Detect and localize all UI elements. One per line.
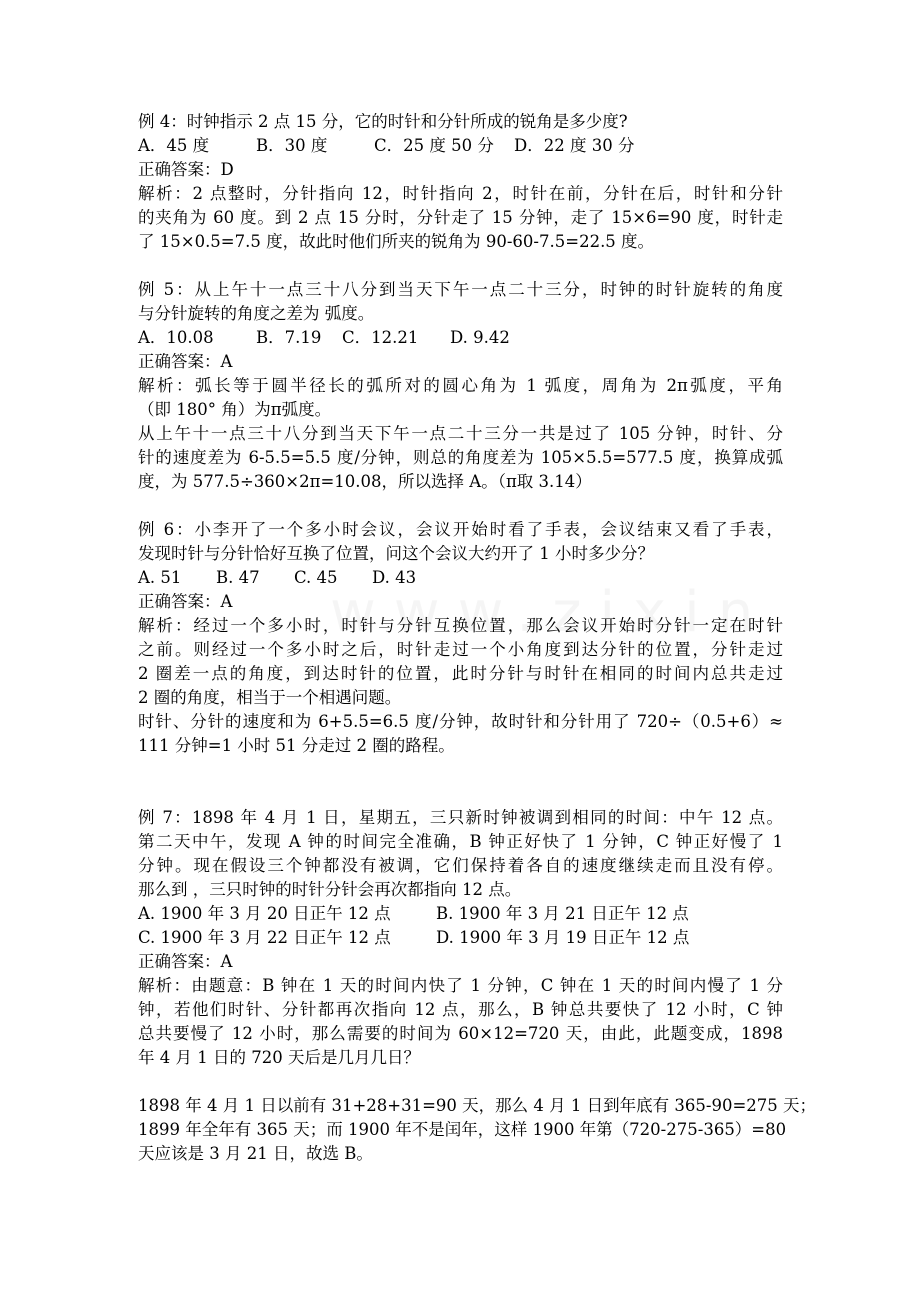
analysis-line: 解析：经过一个多小时，时针与分针互换位置，那么会议开始时分针一定在时针 (138, 616, 783, 635)
analysis-line: 之前。则经过一个多小时之后，时针走过一个小角度到达分针的位置，分针走过 (138, 640, 783, 659)
question-line: 那么到 ，三只时钟的时针分针会再次都指向 12 点。 (138, 880, 522, 899)
option-d: D. 9.42 (450, 328, 510, 347)
option-c: C．12.21 (342, 328, 419, 347)
analysis-line: 2 圈差一点的角度，到达时针的位置，此时分针与时针在相同的时间内总共走过 (138, 664, 783, 683)
option-d: D. 1900 年 3 月 19 日正午 12 点 (436, 928, 690, 947)
answer-line: 正确答案：D (138, 160, 234, 179)
option-d: D．22 度 30 分 (514, 136, 635, 155)
question-line: 例 6：小李开了一个多小时会议，会议开始时看了手表，会议结束又看了手表， (138, 520, 783, 539)
analysis-line: 1899 年全年有 365 天；而 1900 年不是闰年，这样 1900 年第（720-275-365）=80 (138, 1120, 787, 1139)
answer-line: 正确答案：A (138, 592, 233, 611)
analysis-line: 天应该是 3 月 21 日，故选 B。 (138, 1144, 373, 1163)
analysis-line: 度，为 577.5÷360×2π=10.08，所以选择 A。（π取 3.14） (138, 472, 592, 491)
analysis-line: 解析：2 点整时，分针指向 12，时针指向 2，时针在前，分针在后，时针和分针 (138, 184, 783, 203)
analysis-line: 的夹角为 60 度。到 2 点 15 分时，分针走了 15 分钟，走了 15×6=90 度，时针走 (138, 208, 783, 227)
question-line: 第二天中午，发现 A 钟的时间完全准确，B 钟正好快了 1 分钟，C 钟正好慢了 1 (138, 832, 783, 851)
example-7 (138, 806, 817, 1166)
analysis-line: 针的速度差为 6-5.5=5.5 度/分钟，则总的角度差为 105×5.5=577.5 度，换算成弧 (138, 448, 783, 467)
example-6 (138, 518, 783, 758)
analysis-line: 解析：弧长等于圆半径长的弧所对的圆心角为 1 弧度，周角为 2π弧度，平角 (138, 376, 783, 395)
analysis-line: 钟，若他们时针、分针都再次指向 12 点，那么，B 钟总共要快了 12 小时，C 钟 (138, 1000, 783, 1019)
option-b: B. 1900 年 3 月 21 日正午 12 点 (436, 904, 689, 923)
options-row (138, 326, 783, 350)
analysis-line: 解析：由题意：B 钟在 1 天的时间内快了 1 分钟，C 钟在 1 天的时间内慢了 1 分 (138, 976, 783, 995)
analysis-line: （即 180° 角）为π弧度。 (138, 400, 332, 419)
document-page (138, 110, 817, 1166)
question-line: 发现时针与分针恰好互换了位置，问这个会议大约开了 1 小时多少分？ (138, 544, 654, 563)
option-b: B．30 度 (256, 136, 328, 155)
answer-line: 正确答案：A (138, 352, 233, 371)
question-line: 例 5：从上午十一点三十八分到当天下午一点二十三分，时钟的时针旋转的角度 (138, 280, 783, 299)
options-row (138, 926, 783, 950)
option-a: A．45 度 (138, 136, 210, 155)
analysis-line: 1898 年 4 月 1 日以前有 31+28+31=90 天，那么 4 月 1 日到年底有 365-90=275 天； (138, 1096, 817, 1115)
analysis-line: 2 圈的角度，相当于一个相遇问题。 (138, 688, 402, 707)
options-row (138, 134, 783, 158)
analysis-line: 了 15×0.5=7.5 度，故此时他们所夹的锐角为 90-60-7.5=22.5 度。 (138, 232, 655, 251)
analysis-line: 111 分钟=1 小时 51 分走过 2 圈的路程。 (138, 736, 455, 755)
option-a: A．10.08 (138, 328, 214, 347)
example-4 (138, 110, 783, 254)
answer-line: 正确答案：A (138, 952, 233, 971)
question-line: 分钟。现在假设三个钟都没有被调，它们保持着各自的速度继续走而且没有停。 (138, 856, 783, 875)
option-a: A. 51 (138, 568, 182, 587)
option-b: B. 47 (216, 568, 260, 587)
analysis-line: 总共要慢了 12 小时，那么需要的时间为 60×12=720 天，由此，此题变成，1898 (138, 1024, 783, 1043)
options-row (138, 566, 783, 590)
option-c: C. 1900 年 3 月 22 日正午 12 点 (138, 928, 391, 947)
options-row (138, 902, 783, 926)
example-5 (138, 278, 783, 494)
analysis-line: 时针、分针的速度和为 6+5.5=6.5 度/分钟，故时针和分针用了 720÷（0.5+6）≈ (138, 712, 783, 731)
option-b: B．7.19 (256, 328, 322, 347)
option-c: C. 45 (294, 568, 338, 587)
analysis-line: 年 4 月 1 日的 720 天后是几月几日？ (138, 1048, 420, 1067)
question-line: 与分针旋转的角度之差为 弧度。 (138, 304, 375, 323)
question-line: 例 7：1898 年 4 月 1 日，星期五，三只新时钟被调到相同的时间：中午 12 点。 (138, 808, 783, 827)
option-a: A. 1900 年 3 月 20 日正午 12 点 (138, 904, 391, 923)
option-d: D. 43 (372, 568, 417, 587)
option-c: C．25 度 50 分 (374, 136, 494, 155)
question-line: 例 4：时钟指示 2 点 15 分，它的时针和分针所成的锐角是多少度? (138, 112, 628, 131)
analysis-line: 从上午十一点三十八分到当天下午一点二十三分一共是过了 105 分钟，时针、分 (138, 424, 783, 443)
